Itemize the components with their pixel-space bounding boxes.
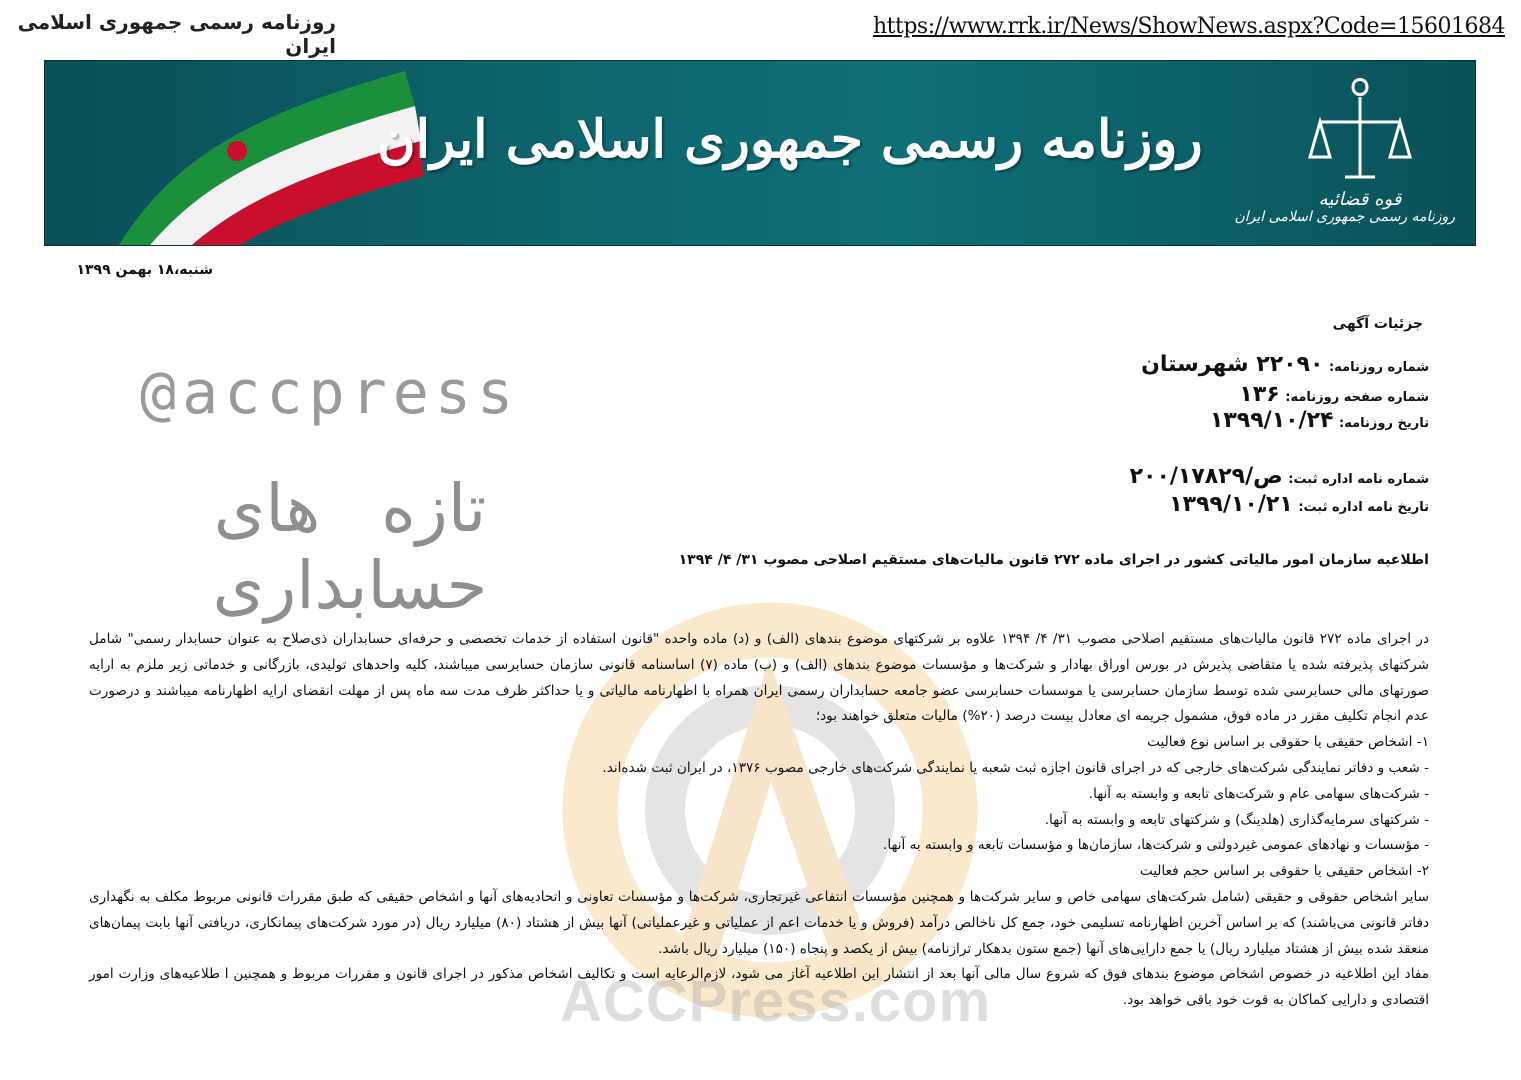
- svg-text:قوه قضائیه: قوه قضائیه: [1318, 189, 1402, 210]
- body-paragraph-1: در اجرای ماده ۲۷۲ قانون مالیات‌های مستقیم اصلاحی مصوب ۳۱/ ۴/ ۱۳۹۴ علاوه بر شرکتهای موضوع بندهای (الف) و (د) ماده واحده "قانون استفاده از خدمات تخصصی و حرفه‌ای حسابداران ذی‌صلاح به عنوان حسابدار رسمی" شامل شرکتهای پذیرفته شده یا متقاضی پذیرش در بورس اوراق بهادار و شرکت‌ها و مؤسسات موضوع بندهای (الف) و (ب) ماده (۷) اساسنامه قانونی سازمان حسابرسی میباشند، کلیه واحدهای تولیدی، بازرگانی و خدماتی زیر ملزم به ارایه صورتهای مالی حسابرسی شده توسط سازمان حسابرسی یا موسسات حسابرسی عضو جامعه حسابداران رسمی ایران همراه با اظهارنامه مالیاتی و یا حداکثر ظرف مدت سه ماه پس از مهلت انقضای ارایه اظهارنامه میباشند و درصورت عدم انجام تکلیف مقرر در ماده فوق، مشمول جریمه ای معادل بیست درصد (۲۰%) مالیات متعلق خواهند بود؛: [89, 631, 1430, 725]
- item1-bullet-c: - شرکتهای سرمایه‌گذاری (هلدینگ) و شرکتهای تابعه و وابسته به آنها.: [1044, 811, 1429, 828]
- item1-bullet-b: - شرکت‌های سهامی عام و شرکت‌های تابعه و وابسته به آنها.: [1088, 785, 1429, 802]
- letter-date-value: ۱۳۹۹/۱۰/۲۱: [1169, 492, 1293, 517]
- letter-number-value: ص/۲۰۰/۱۷۸۲۹: [1129, 464, 1283, 489]
- banner-title: روزنامه رسمی جمهوری اسلامی ایران: [377, 109, 1203, 170]
- watermark-persian-text: تازه های حسابداری: [212, 470, 488, 624]
- paper-number-row: [1141, 352, 1429, 377]
- item2-heading: ۲- اشخاص حقیقی یا حقوقی بر اساس حجم فعالیت: [1139, 863, 1429, 880]
- letter-date-row: [1169, 492, 1429, 517]
- scales-of-justice-icon: [1305, 77, 1415, 227]
- page-number-label: شماره صفحه روزنامه:: [1285, 390, 1429, 405]
- paper-date-label: تاریخ روزنامه:: [1339, 416, 1429, 431]
- body-paragraph-3: مفاد این اطلاعیه در خصوص اشخاص موضوع بندهای فوق که شروع سال مالی آنها بعد از انتشار این اطلاعیه آغاز می شود، لازم‌الرعایه است و تکالیف اشخاص مذکور در اجرای قانون و مقررات مربوط و همچنین ا طلاعیه‌های وزارت امور اقتصادی و دارایی کماکان به قوت خود باقی خواهد بود.: [89, 966, 1429, 1009]
- item1-bullet-a: - شعب و دفاتر نمایندگی شرکت‌های خارجی که در اجرای قانون اجازه ثبت شعبه یا نمایندگی شرکت‌های خارجی مصوب ۱۳۷۶، در ایران ثبت شده‌اند.: [602, 759, 1429, 776]
- notice-body: [89, 627, 1429, 1014]
- letter-number-row: [1130, 464, 1429, 489]
- emblem-caption: روزنامه رسمی جمهوری اسلامی ایران: [1234, 209, 1455, 225]
- item1-bullet-d: - مؤسسات و نهادهای عمومی غیردولتی و شرکت‌ها، سازمان‌ها و مؤسسات تابعه و وابسته به آنها.: [883, 837, 1429, 854]
- newspaper-banner: [44, 60, 1476, 246]
- watermark-handle: @accpress: [140, 358, 520, 428]
- details-heading: جزئیات آگهی: [1332, 316, 1423, 332]
- paper-date-value: ۱۳۹۹/۱۰/۲۴: [1209, 408, 1334, 433]
- item1-heading: ۱- اشخاص حقیقی یا حقوقی بر اساس نوع فعالیت: [1147, 734, 1429, 751]
- paper-number-value: ۲۲۰۹۰ شهرستان: [1141, 352, 1324, 377]
- page-header-title: روزنامه رسمی جمهوری اسلامی ایران: [17, 10, 336, 58]
- body-paragraph-2: سایر اشخاص حقوقی و حقیقی (شامل شرکت‌های سهامی خاص و سایر شرکت‌ها و همچنین مؤسسات انتفاعی غیرتجاری، شرکت‌ها و مؤسسات تعاونی و اتحادیه‌های آنها و اشخاص حقیقی که طبق مقررات قانونی مربوط مکلف به نگهداری دفاتر قانونی می‌باشند) که بر اساس آخرین اظهارنامه تسلیمی خود، جمع کل ناخالص درآمد (فروش و یا خدمات اعم از عملیاتی و غیرعملیاتی) آنها بیش از هشتاد (۸۰) میلیارد ریال (در مورد شرکت‌های پیمانکاری، دریافتی آنها بابت پیمان‌های منعقد شده بیش از هشتاد میلیارد ریال) یا جمع دارایی‌های آنها (جمع ستون بدهکار ترازنامه) بیش از یکصد و پنجاه (۱۵۰) میلیارد ریال باشد.: [89, 888, 1429, 957]
- paper-date-row: [1210, 408, 1429, 433]
- watermark-logo-text: ACCPress.com: [560, 969, 992, 1034]
- letter-number-label: شماره نامه اداره ثبت:: [1288, 472, 1429, 487]
- page-number-row: [1239, 382, 1429, 407]
- letter-date-label: تاریخ نامه اداره ثبت:: [1298, 500, 1429, 515]
- issue-date: شنبه،۱۸ بهمن ۱۳۹۹: [76, 262, 213, 278]
- notice-headline: اطلاعیه سازمان امور مالیاتی کشور در اجرای ماده ۲۷۲ قانون مالیات‌های مستقیم اصلاحی مصوب ۳۱/ ۴/ ۱۳۹۴: [678, 552, 1429, 568]
- page-number-value: ۱۳۶: [1239, 382, 1280, 407]
- paper-number-label: شماره روزنامه:: [1328, 360, 1429, 375]
- source-url-link[interactable]: https://www.rrk.ir/News/ShowNews.aspx?Code=15601684: [873, 14, 1505, 39]
